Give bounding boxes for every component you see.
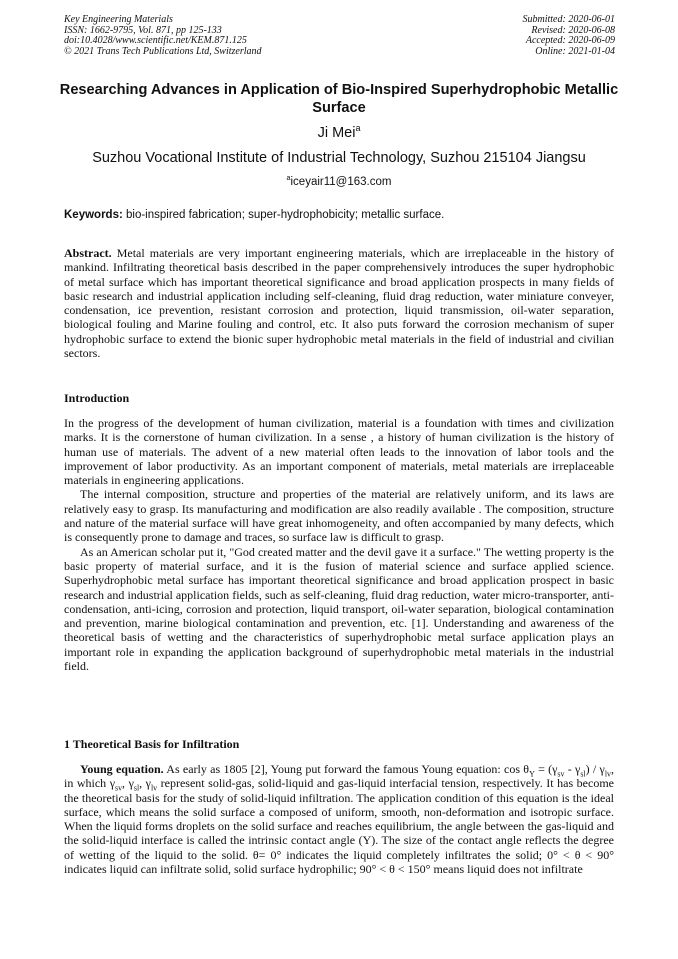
equation-text: = (γ — [534, 762, 558, 776]
keywords — [64, 208, 616, 222]
introduction-body — [64, 416, 614, 673]
journal-info — [64, 15, 262, 57]
young-equation-run-in: Young equation. — [80, 762, 164, 776]
equation-text: , γ — [139, 776, 151, 791]
young-equation-paragraph — [64, 762, 614, 876]
email-address: iceyair11@163.com — [290, 176, 392, 188]
revised-date: Revised: 2020-06-08 — [531, 24, 615, 36]
subscript: sl — [133, 783, 140, 793]
equation-text: ) / γ — [585, 762, 605, 776]
submitted-date: Submitted: 2020-06-01 — [522, 14, 615, 25]
accepted-date: Accepted: 2020-06-09 — [525, 35, 615, 46]
equation-text: , γ — [122, 776, 134, 791]
subscript: sv — [115, 783, 123, 793]
abstract — [64, 246, 614, 360]
copyright-line: © 2021 Trans Tech Publications Ltd, Switzerland — [64, 45, 262, 57]
equation-text: - γ — [564, 762, 581, 776]
doi-line: doi:10.4028/www.scientific.net/KEM.871.125 — [64, 35, 247, 46]
section-1-body — [64, 762, 614, 876]
journal-name: Key Engineering Materials — [64, 14, 173, 25]
paper-title: Researching Advances in Application of Bio-Inspired Superhydrophobic Metallic Surface — [59, 82, 619, 116]
issn-line: ISSN: 1662-9795, Vol. 871, pp 125-133 — [64, 24, 222, 36]
introduction-heading: Introduction — [64, 391, 130, 405]
subscript: Y — [529, 769, 535, 779]
author-email — [0, 175, 678, 189]
paragraph-text: represent solid-gas, solid-liquid and gas-liquid interfacial tension, respectively. It has become the theoretical basis for the study of solid-liquid infiltration. The application condition of this equation is the ideal surface, which means the solid surface a composed of uniform, smooth, non-deformation and isotropic surface. When the liquid forms droplets on the solid surface and reaches equilibrium, the angle between the gas-liquid and the solid-liquid interface is called the intrinsic contact angle (Y). The size of the contact angle reflects the degree of wetting of the liquid to the solid. θ= 0° indicates the liquid completely infiltrates the solid; 0° < θ < 90° indicates liquid can infiltrate solid, solid surface hydrophilic; 90° < θ < 150° means liquid does not infiltrate — [64, 776, 614, 877]
author-name: Ji Mei — [317, 125, 356, 141]
abstract-label: Abstract. — [64, 246, 112, 260]
subscript: lv — [150, 783, 158, 793]
intro-paragraph: As an American scholar put it, "God created matter and the devil gave it a surface." The wetting property is the basic property of material surface, and it is the fusion of material science and surface applied science. Superhydrophobic metal surface has important theoretical significance and broad application prospect in basic research and industrial application fields, such as self-cleaning, fluid drag reduction, water micro-transporter, anti-condensation, anti-icing, corrosion and protection, liquid transport, oil-water separation, biological contamination and prevention, marine biological contamination and prevention, etc. [1]. Understanding and awareness of the theoretical basis of wetting and the characteristics of superhydrophobic metal surface application plays an important role in expanding the application background of superhydrophobic metal materials in the industrial field. — [64, 544, 614, 674]
equation-text: As early as 1805 [2], Young put forward the famous Young equation: cos θ — [166, 762, 530, 776]
intro-paragraph: In the progress of the development of human civilization, material is a foundation with times and civilization marks. It is the cornerstone of human civilization. In a sense , a history of human civilization is the history of human use of materials. The advent of a new material often leads to the innovation of labor tools and the improvement of labor productivity. As an important component of materials, metal materials are irreplaceable materials in engineering applications. — [64, 416, 614, 488]
section-1-heading: 1 Theoretical Basis for Infiltration — [64, 737, 240, 751]
online-date: Online: 2021-01-04 — [535, 45, 615, 57]
author-line — [0, 125, 678, 142]
publication-dates — [523, 15, 616, 57]
subscript: sv — [557, 769, 565, 779]
affiliation: Suzhou Vocational Institute of Industrial Technology, Suzhou 215104 Jiangsu — [92, 150, 586, 166]
subscript: sl — [580, 769, 586, 779]
author-affil-mark: a — [355, 123, 361, 134]
equation-text: , in which γ — [64, 762, 614, 791]
keywords-text: bio-inspired fabrication; super-hydrophobicity; metallic surface. — [126, 209, 445, 221]
email-affil-mark: a — [286, 174, 291, 183]
keywords-label: Keywords: — [64, 209, 123, 221]
abstract-text: Metal materials are very important engineering materials, which are irreplaceable in the history of mankind. Infiltrating theoretical basis described in the paper comprehensively introduces the super hydrophobic of metal surface which has important theoretical significance and broad application prospects in many fields of basic research and industrial application including self-cleaning, fluid drag reduction, water miniature conveyer, condensation, ice prevention, resistant corrosion and protection, liquid transmission, oil-water separation, biological fouling and Marine fouling and control, etc. It also puts forward the corrosion mechanism of super hydrophobic surface to extend the bionic super hydrophobic metal materials in the field of industrial and civilian sectors. — [64, 246, 614, 361]
intro-paragraph: The internal composition, structure and properties of the material are relatively uniform, and its laws are relatively easy to grasp. Its manufacturing and modification are also readily available . The composition, structure and nature of the material surface will have great inhomogeneity, and often accompanied by many defects, which is consequently prone to damage and traces, so surface law is difficult to grasp. — [64, 487, 614, 545]
subscript: lv — [604, 769, 611, 779]
